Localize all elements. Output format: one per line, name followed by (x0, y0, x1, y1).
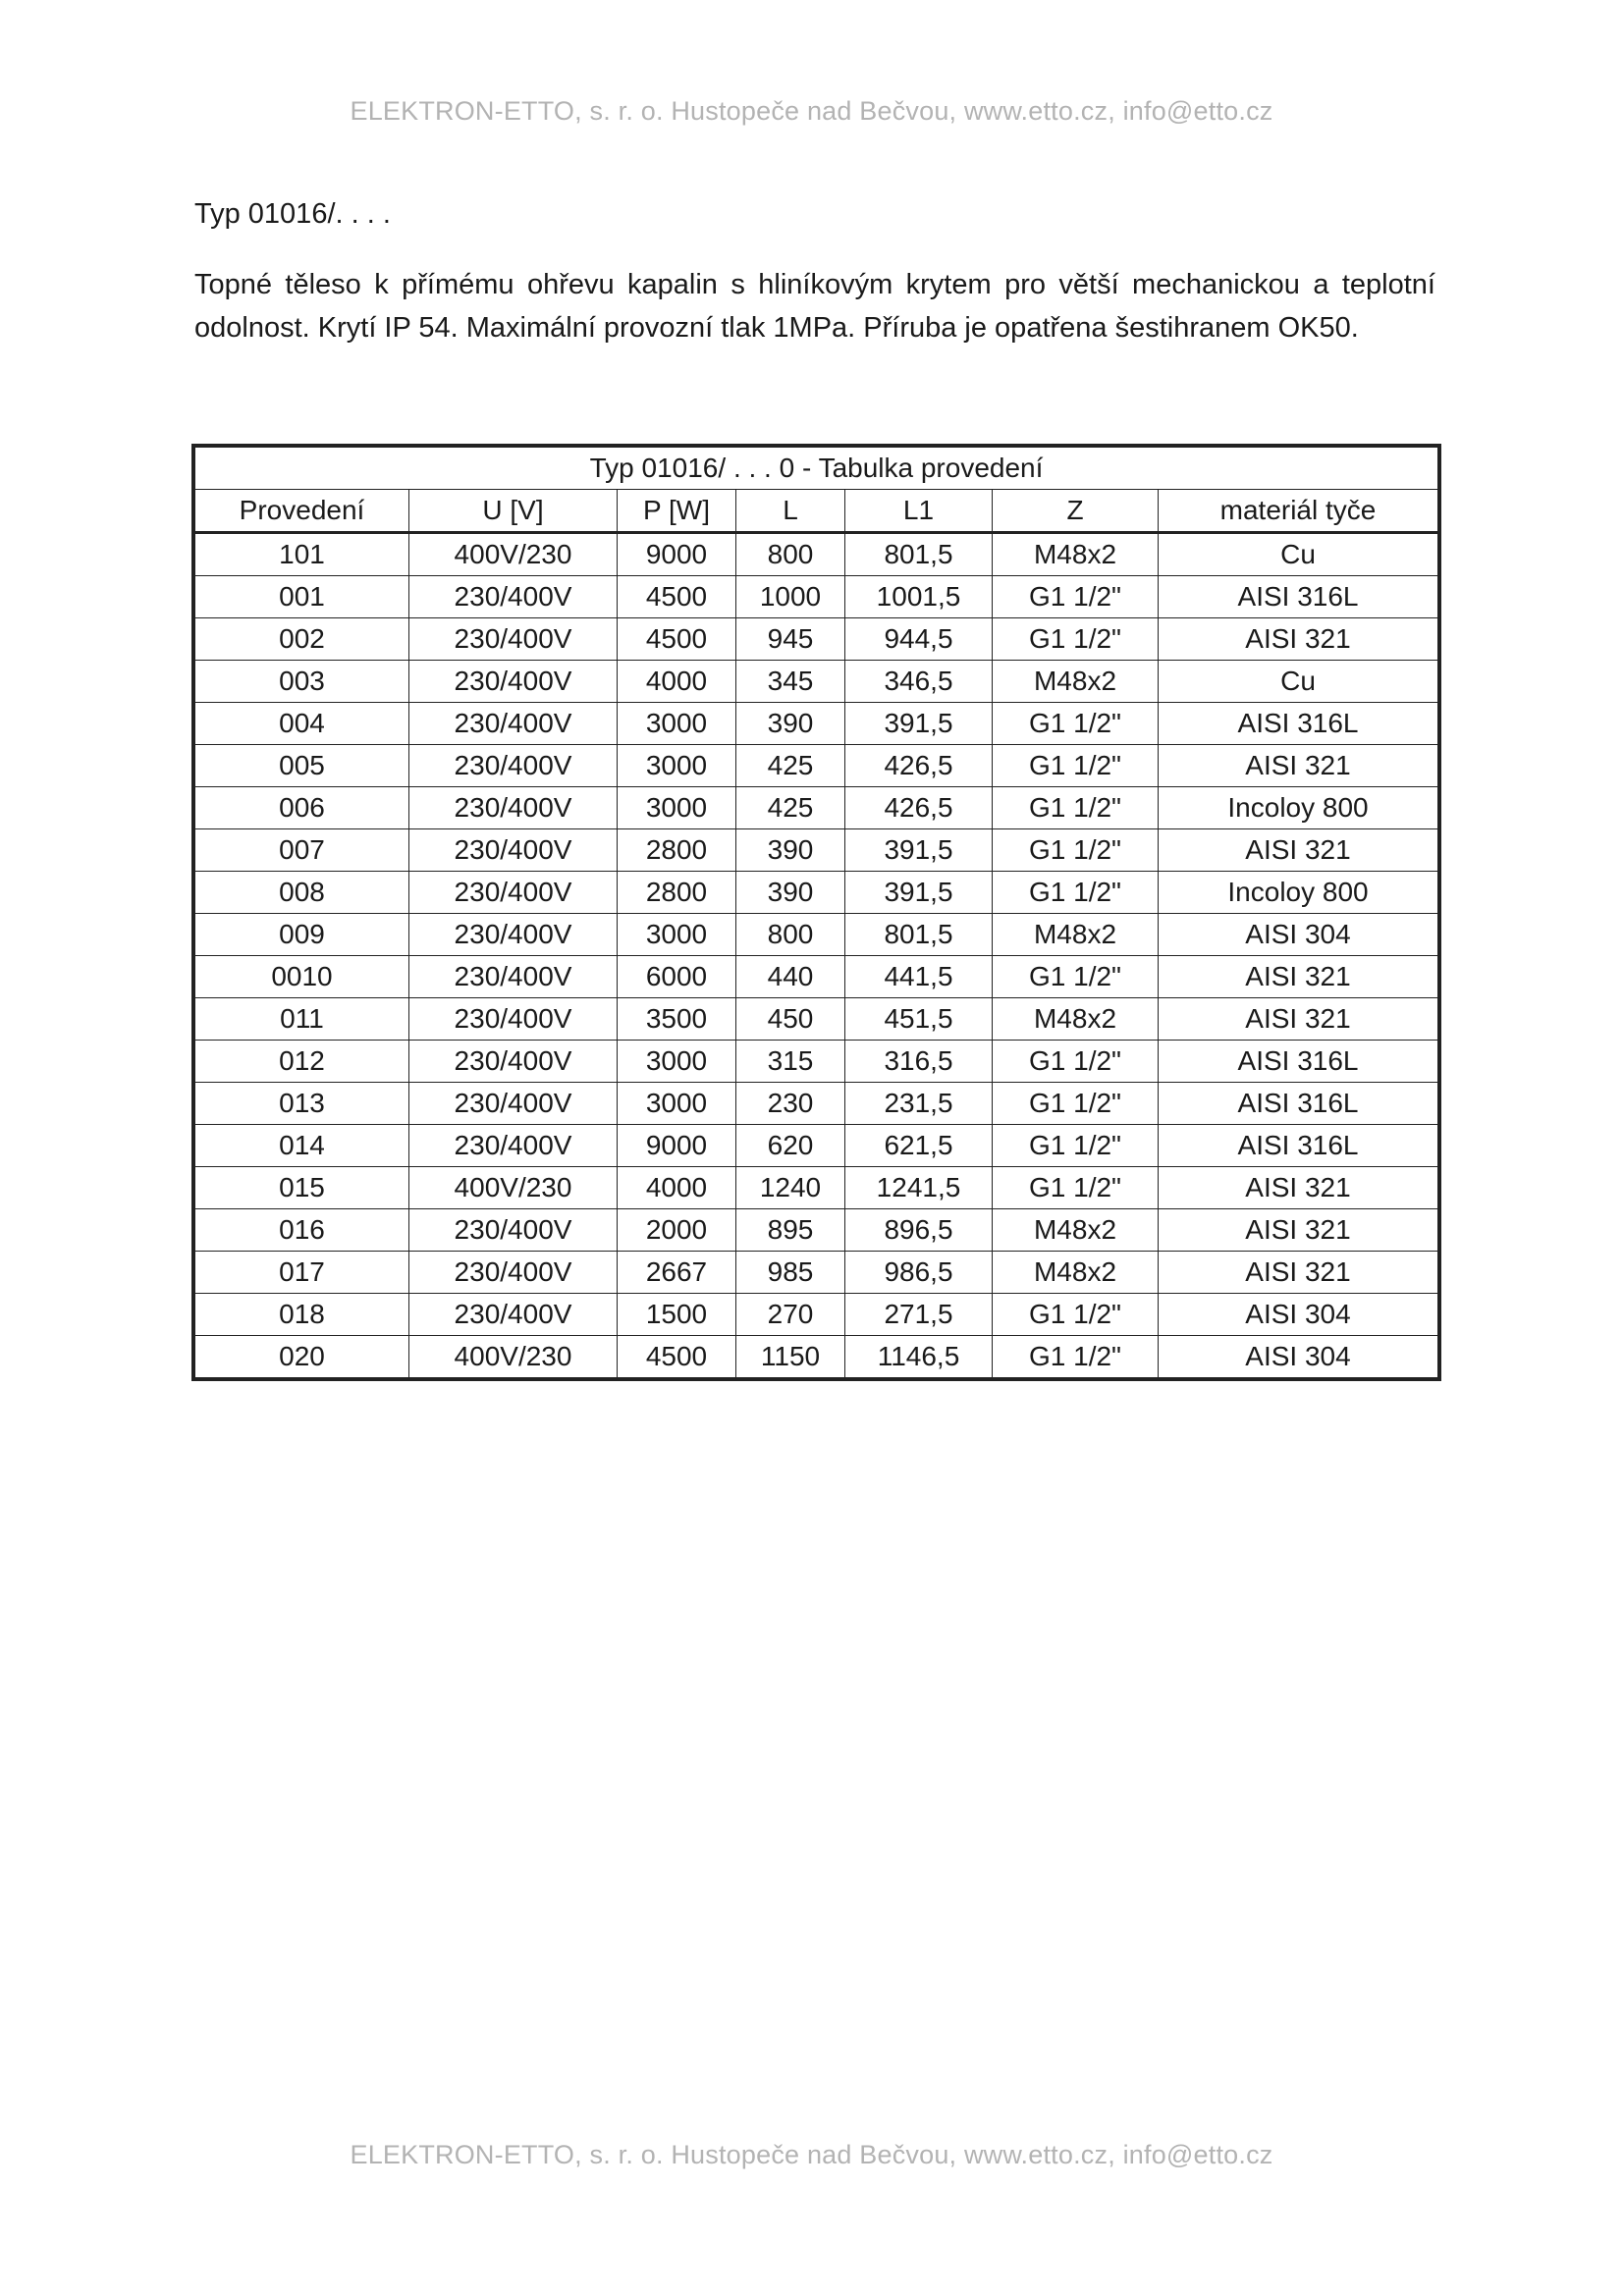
table-cell: 390 (736, 829, 845, 872)
table-cell: 801,5 (845, 533, 993, 576)
table-cell: AISI 304 (1159, 914, 1438, 956)
table-row (195, 1336, 1438, 1378)
column-header: materiál tyče (1159, 490, 1438, 533)
table-cell: 007 (195, 829, 409, 872)
table-cell: 425 (736, 745, 845, 787)
table-cell: 4000 (618, 661, 736, 703)
table-cell: 451,5 (845, 998, 993, 1041)
table-cell: 2667 (618, 1252, 736, 1294)
table-cell: AISI 321 (1159, 1252, 1438, 1294)
table-cell: 316,5 (845, 1041, 993, 1083)
table-cell: 4500 (618, 576, 736, 618)
table-cell: 441,5 (845, 956, 993, 998)
column-header: L (736, 490, 845, 533)
running-footer: ELEKTRON-ETTO, s. r. o. Hustopeče nad Bečvou, www.etto.cz, info@etto.cz (350, 2140, 1273, 2169)
table-cell: 986,5 (845, 1252, 993, 1294)
product-description: Topné těleso k přímému ohřevu kapalin s hliníkovým krytem pro větší mechanickou a teplotní odolnost. Krytí IP 54. Maximální provozní tlak 1MPa. Příruba je opatřena šestihranem OK50. (194, 269, 1435, 344)
table-cell: 4500 (618, 1336, 736, 1378)
table-cell: 450 (736, 998, 845, 1041)
table-body (195, 533, 1438, 1378)
table-cell: AISI 316L (1159, 1041, 1438, 1083)
table-cell: 001 (195, 576, 409, 618)
table-row (195, 576, 1438, 618)
table-cell: AISI 321 (1159, 618, 1438, 661)
table-cell: 017 (195, 1252, 409, 1294)
table-cell: G1 1/2" (993, 1294, 1159, 1336)
table-cell: AISI 316L (1159, 576, 1438, 618)
document-type-heading: Typ 01016/. . . . (194, 198, 391, 230)
table-cell: 985 (736, 1252, 845, 1294)
table-cell: 101 (195, 533, 409, 576)
table-cell: 2800 (618, 872, 736, 914)
table-cell: 345 (736, 661, 845, 703)
table-cell: 4000 (618, 1167, 736, 1209)
table-row (195, 956, 1438, 998)
table-cell: 231,5 (845, 1083, 993, 1125)
table-cell: 014 (195, 1125, 409, 1167)
table-cell: 4500 (618, 618, 736, 661)
table-cell: 346,5 (845, 661, 993, 703)
table-cell: 011 (195, 998, 409, 1041)
table-cell: 230/400V (409, 914, 618, 956)
table-cell: 426,5 (845, 787, 993, 829)
table-row (195, 1294, 1438, 1336)
table-row (195, 703, 1438, 745)
table-cell: Incoloy 800 (1159, 872, 1438, 914)
table-cell: 425 (736, 787, 845, 829)
table-cell: AISI 321 (1159, 745, 1438, 787)
table-cell: 020 (195, 1336, 409, 1378)
table-cell: G1 1/2" (993, 1083, 1159, 1125)
table-row (195, 661, 1438, 703)
table-row (195, 787, 1438, 829)
table-cell: 1146,5 (845, 1336, 993, 1378)
table-title-row (195, 448, 1438, 490)
table-cell: AISI 321 (1159, 956, 1438, 998)
table-cell: 3000 (618, 914, 736, 956)
table-cell: 230/400V (409, 1041, 618, 1083)
table-cell: 9000 (618, 1125, 736, 1167)
table-cell: 230/400V (409, 872, 618, 914)
table-cell: 230/400V (409, 576, 618, 618)
running-header: ELEKTRON-ETTO, s. r. o. Hustopeče nad Bečvou, www.etto.cz, info@etto.cz (350, 96, 1273, 126)
table-row (195, 998, 1438, 1041)
table-cell: G1 1/2" (993, 576, 1159, 618)
table-cell: G1 1/2" (993, 745, 1159, 787)
table-cell: 3500 (618, 998, 736, 1041)
table-cell: 621,5 (845, 1125, 993, 1167)
table-cell: 230/400V (409, 829, 618, 872)
table-cell: 230 (736, 1083, 845, 1125)
table-cell: 440 (736, 956, 845, 998)
table-cell: M48x2 (993, 914, 1159, 956)
table-cell: 015 (195, 1167, 409, 1209)
column-header: L1 (845, 490, 993, 533)
table-cell: Cu (1159, 533, 1438, 576)
table-cell: G1 1/2" (993, 787, 1159, 829)
table-cell: 230/400V (409, 1125, 618, 1167)
table-cell: 1241,5 (845, 1167, 993, 1209)
table-cell: 6000 (618, 956, 736, 998)
table-cell: 013 (195, 1083, 409, 1125)
table-cell: 270 (736, 1294, 845, 1336)
table-cell: 400V/230 (409, 1167, 618, 1209)
table-cell: 004 (195, 703, 409, 745)
table-cell: M48x2 (993, 1209, 1159, 1252)
table-cell: 390 (736, 872, 845, 914)
table-cell: 895 (736, 1209, 845, 1252)
table-cell: 006 (195, 787, 409, 829)
table-cell: AISI 321 (1159, 998, 1438, 1041)
table-cell: 1000 (736, 576, 845, 618)
table-cell: 3000 (618, 1083, 736, 1125)
table-cell: 896,5 (845, 1209, 993, 1252)
table-cell: M48x2 (993, 1252, 1159, 1294)
table-row (195, 618, 1438, 661)
table-cell: 230/400V (409, 1209, 618, 1252)
table-row (195, 829, 1438, 872)
table-cell: G1 1/2" (993, 1041, 1159, 1083)
table-cell: G1 1/2" (993, 956, 1159, 998)
table-row (195, 1083, 1438, 1125)
table-cell: AISI 321 (1159, 1167, 1438, 1209)
column-header: Z (993, 490, 1159, 533)
table-cell: 230/400V (409, 956, 618, 998)
table-cell: 2000 (618, 1209, 736, 1252)
table-cell: 800 (736, 533, 845, 576)
column-header: P [W] (618, 490, 736, 533)
table-cell: 1150 (736, 1336, 845, 1378)
table-cell: 0010 (195, 956, 409, 998)
table-cell: 801,5 (845, 914, 993, 956)
table-cell: AISI 316L (1159, 1125, 1438, 1167)
table-cell: 945 (736, 618, 845, 661)
table-cell: 016 (195, 1209, 409, 1252)
table-cell: G1 1/2" (993, 1167, 1159, 1209)
table-cell: AISI 304 (1159, 1294, 1438, 1336)
table-cell: 002 (195, 618, 409, 661)
table-cell: 230/400V (409, 703, 618, 745)
table-cell: G1 1/2" (993, 872, 1159, 914)
table-cell: G1 1/2" (993, 618, 1159, 661)
table-row (195, 872, 1438, 914)
table-row (195, 533, 1438, 576)
table-cell: 400V/230 (409, 1336, 618, 1378)
table-cell: AISI 316L (1159, 703, 1438, 745)
table-cell: 271,5 (845, 1294, 993, 1336)
table-cell: 3000 (618, 703, 736, 745)
table-cell: 018 (195, 1294, 409, 1336)
table-cell: M48x2 (993, 998, 1159, 1041)
table-cell: 009 (195, 914, 409, 956)
table-cell: 008 (195, 872, 409, 914)
table-cell: 2800 (618, 829, 736, 872)
table-row (195, 914, 1438, 956)
table-cell: 944,5 (845, 618, 993, 661)
table-cell: 1240 (736, 1167, 845, 1209)
table-cell: 391,5 (845, 872, 993, 914)
table-cell: Incoloy 800 (1159, 787, 1438, 829)
table-cell: 005 (195, 745, 409, 787)
table-row (195, 745, 1438, 787)
table-cell: 391,5 (845, 703, 993, 745)
table-cell: AISI 321 (1159, 1209, 1438, 1252)
table-cell: G1 1/2" (993, 829, 1159, 872)
column-header: Provedení (195, 490, 409, 533)
table-cell: 012 (195, 1041, 409, 1083)
table-row (195, 1209, 1438, 1252)
table-cell: AISI 316L (1159, 1083, 1438, 1125)
table-cell: 3000 (618, 745, 736, 787)
table-cell: 003 (195, 661, 409, 703)
table-cell: G1 1/2" (993, 1125, 1159, 1167)
table-row (195, 1125, 1438, 1167)
table-cell: 800 (736, 914, 845, 956)
table-title: Typ 01016/ . . . 0 - Tabulka provedení (195, 448, 1438, 490)
table-row (195, 1252, 1438, 1294)
table-cell: G1 1/2" (993, 703, 1159, 745)
table-cell: 315 (736, 1041, 845, 1083)
table-cell: 1500 (618, 1294, 736, 1336)
table-cell: 3000 (618, 1041, 736, 1083)
table-row (195, 1041, 1438, 1083)
table-cell: 230/400V (409, 998, 618, 1041)
table-cell: 391,5 (845, 829, 993, 872)
column-header: U [V] (409, 490, 618, 533)
table-cell: 400V/230 (409, 533, 618, 576)
table-cell: Cu (1159, 661, 1438, 703)
table-cell: 620 (736, 1125, 845, 1167)
variants-table (194, 447, 1438, 1378)
table-cell: AISI 304 (1159, 1336, 1438, 1378)
table-cell: 230/400V (409, 1252, 618, 1294)
table-row (195, 1167, 1438, 1209)
table-cell: AISI 321 (1159, 829, 1438, 872)
table-cell: 3000 (618, 787, 736, 829)
table-cell: 230/400V (409, 661, 618, 703)
table-cell: M48x2 (993, 661, 1159, 703)
table-cell: 1001,5 (845, 576, 993, 618)
table-header-row (195, 490, 1438, 533)
table-cell: M48x2 (993, 533, 1159, 576)
table-cell: 390 (736, 703, 845, 745)
table-cell: 426,5 (845, 745, 993, 787)
table-cell: 230/400V (409, 1294, 618, 1336)
table-cell: 230/400V (409, 618, 618, 661)
table-cell: 230/400V (409, 787, 618, 829)
table-cell: 230/400V (409, 745, 618, 787)
table-cell: 9000 (618, 533, 736, 576)
table-cell: 230/400V (409, 1083, 618, 1125)
table-cell: G1 1/2" (993, 1336, 1159, 1378)
